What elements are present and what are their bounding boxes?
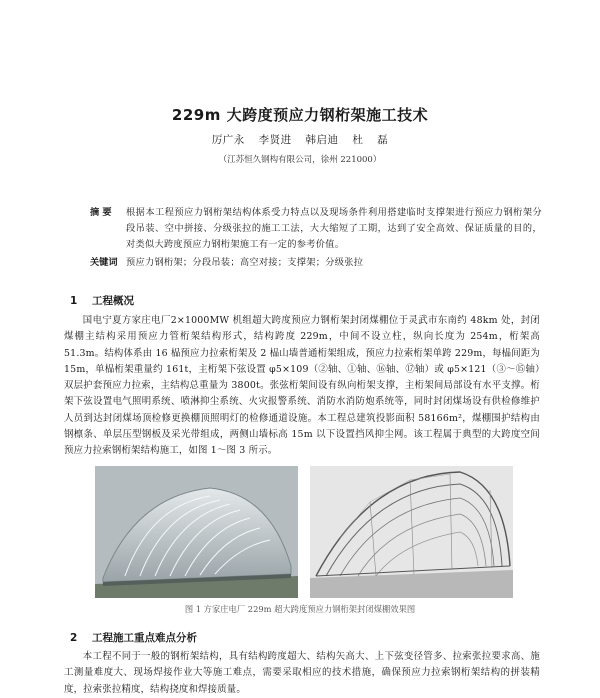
- author: 韩启迪: [305, 134, 339, 146]
- figure-1: [95, 466, 513, 598]
- abstract-row: [90, 205, 542, 253]
- section-heading: [70, 293, 134, 308]
- section-title: 工程施工重点难点分析: [92, 632, 197, 644]
- section-number: 1: [70, 295, 78, 307]
- abstract-text: 根据本工程预应力钢桁架结构体系受力特点以及现场条件利用搭建临时支撑架进行预应力钢桁架分段吊装、空中拼接、分级张拉的施工工法，大大缩短了工期，达到了安全高效、保证质量的目的，对类似大跨度预应力钢桁架施工有一定的参考价值。: [126, 207, 542, 250]
- coal-shed-rendering-image: [95, 466, 298, 598]
- section-title: 工程概况: [92, 295, 134, 307]
- author: 李贤进: [258, 134, 292, 146]
- section-paragraph: 本工程不同于一般的钢桁架结构，具有结构跨度超大、结构矢高大、上下弦变径管多、拉索张拉要求高、施工测量难度大、现场焊接作业大等施工难点，需要采取相应的技术措施，确保预应力拉索钢桁架结构的拼装精度，拉索张拉精度，结构挠度和焊接质量。: [64, 651, 540, 695]
- keywords-row: [90, 255, 542, 271]
- section-paragraph: 国电宁夏方家庄电厂2×1000MW 机组超大跨度预应力钢桁架封闭煤棚位于灵武市东南约 48km 处，封闭煤棚主结构采用预应力管桁架结构形式，结构跨度 229m，中间不设立柱，纵向长度为 254m，桁架高 51.3m。结构体系由 16 榀预应力拉索桁架及 2 榀山墙普通桁架组成，预应力拉索桁架单跨 229m，每榀间距为 15m，单榀桁架重量约 161t，主桁架下弦设置 φ5×109（②轴、①轴、⑯轴、⑰轴）或 φ5×121（③～⑮轴）双层护套预应力拉索，主结构总重量为 3800t。张弦桁架间设有纵向桁架支撑，主桁架间局部设有水平支撑。桁架下弦设置电气照明系统、喷淋抑尘系统、火灾报警系统、消防水消防炮系统等，同时封闭煤场设有供检修维护人员到达封闭煤场顶检修更换棚顶照明灯的检修通道设施。本工程总建筑投影面积 58166m²，煤棚围护结构由钢檩条、单层压型钢板及采光带组成，两侧山墙标高 15m 以下设置挡风抑尘网。该工程属于典型的大跨度空间预应力拉索钢桁架结构施工，如图 1～图 3 所示。: [64, 315, 540, 457]
- author-list: [0, 132, 600, 147]
- section-heading: [70, 630, 197, 645]
- truss-frame-rendering-image: [310, 466, 513, 598]
- abstract-label: 摘 要: [90, 207, 112, 218]
- author: 厉广永: [211, 134, 245, 146]
- affiliation: （江苏恒久钢构有限公司，徐州 221000）: [218, 155, 382, 165]
- coal-shed-exterior-illustration: [95, 466, 298, 598]
- figure-caption: 图 1 方家庄电厂 229m 超大跨度预应力钢桁架封闭煤棚效果图: [184, 604, 416, 614]
- keywords-text: 预应力钢桁架；分段吊装；高空对接；支撑架；分级张拉: [126, 257, 364, 268]
- author: 杜 磊: [352, 134, 389, 146]
- abstract-block: [90, 205, 542, 271]
- truss-frame-illustration: [310, 466, 513, 598]
- article-title: 229m 大跨度预应力钢桁架施工技术: [171, 106, 429, 124]
- keywords-label: 关键词: [90, 257, 118, 268]
- section-number: 2: [70, 632, 78, 644]
